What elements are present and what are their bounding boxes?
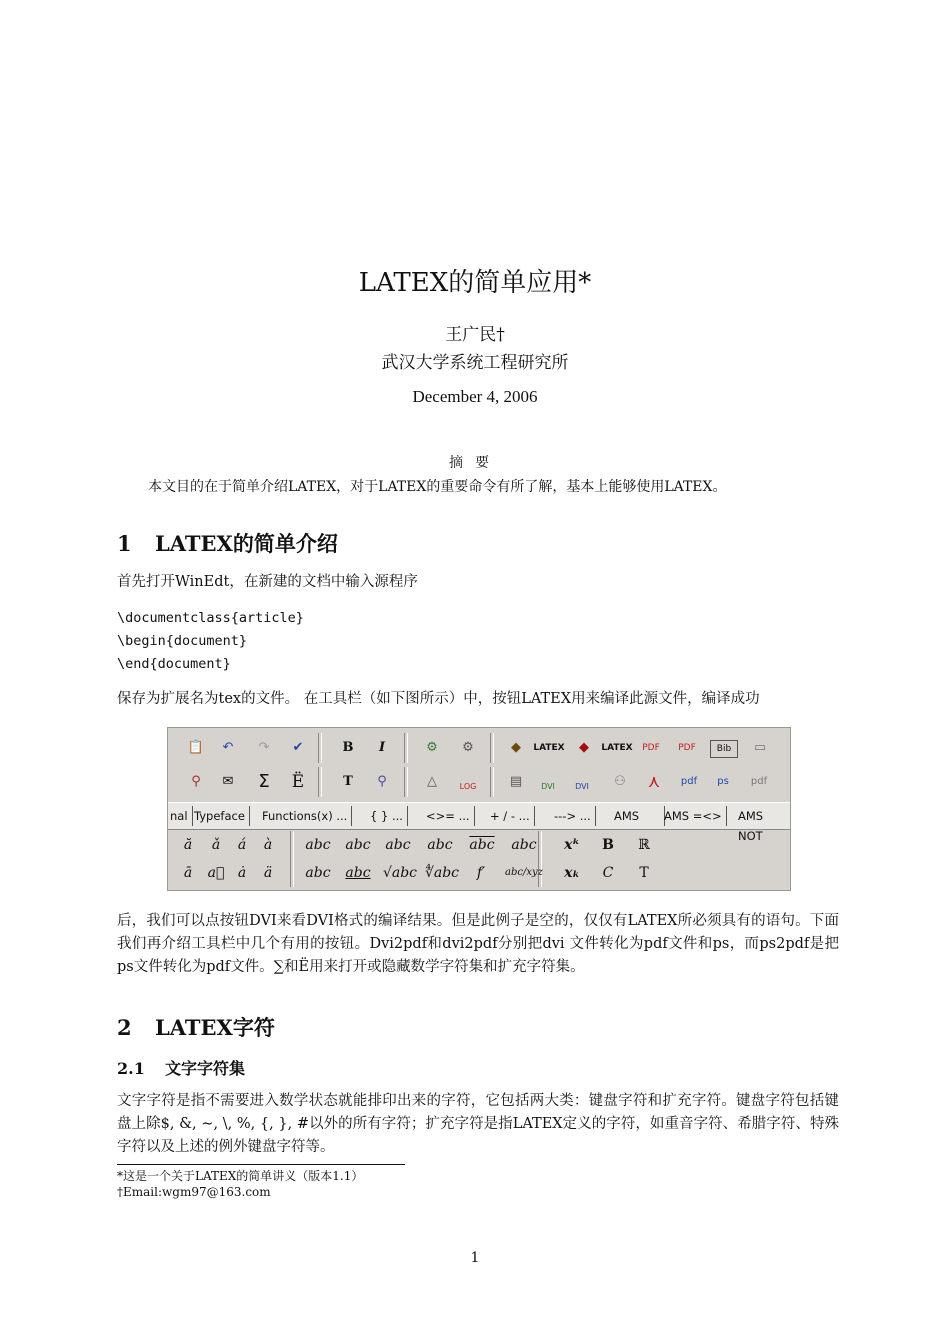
abstract-text: 本文目的在于简单介绍LATEX，对于LATEX的重要命令有所了解，基本上能够使用LATEX。 <box>148 479 727 495</box>
underbrace-button[interactable]: abc <box>305 865 331 881</box>
mathcal-button[interactable]: C <box>602 865 614 881</box>
code-line: \end{document} <box>117 656 231 672</box>
widetilde-button[interactable]: abc <box>305 837 331 853</box>
accent-check-button[interactable]: ǎ <box>211 837 221 853</box>
footnote-1: *这是一个关于LATEX的简单讲义（版本1.1） <box>117 1169 364 1183</box>
mathrm-button[interactable]: T <box>639 865 649 881</box>
italic-button[interactable]: I <box>378 740 386 755</box>
redo-icon[interactable]: ↷ <box>258 740 270 755</box>
tab-functions[interactable]: Functions(x) ... <box>258 806 352 826</box>
accent-bar-button[interactable]: ā <box>183 865 193 881</box>
toolbar-separator <box>490 733 494 763</box>
toolbar-separator <box>404 767 408 797</box>
paragraph-before-figure: 保存为扩展名为tex的文件。 在工具栏（如下图所示）中，按钮LATEX用来编译此源文件，编译成功 <box>117 691 760 707</box>
widehat-button[interactable]: abc <box>345 837 371 853</box>
subsection-2-1-heading <box>117 1056 245 1079</box>
accent-grave-button[interactable]: à <box>263 837 273 853</box>
nth-root-button[interactable]: ∜abc <box>424 865 460 881</box>
paper-title: LATEX的简单应用* <box>358 268 592 298</box>
lion-icon[interactable]: ◆ <box>511 740 521 755</box>
dvi2pdf-button[interactable]: pdf <box>680 776 698 787</box>
accent-breve-button[interactable]: ă <box>183 837 193 853</box>
section-2-heading <box>117 1012 275 1042</box>
bold-button[interactable]: B <box>342 740 354 755</box>
tab-operators[interactable]: + / - ... <box>486 806 535 826</box>
mail-icon[interactable]: ✉ <box>222 774 234 789</box>
section-1-heading <box>117 528 338 558</box>
toolbar-separator <box>318 767 322 797</box>
lion-icon[interactable]: ◆ <box>579 740 589 755</box>
viewer-icon[interactable]: ⚇ <box>614 774 626 789</box>
gear-icon[interactable]: ⚙ <box>462 740 474 755</box>
mathbb-button[interactable]: ℝ <box>638 837 650 853</box>
triangle-icon[interactable]: △ <box>427 774 437 789</box>
winedt-toolbar-figure <box>167 727 791 891</box>
overline-button[interactable]: $\overline{abc}$ <box>469 837 495 853</box>
prime-button[interactable]: f′ <box>476 865 486 881</box>
paragraph-after-figure: 后，我们可以点按钮DVI来看DVI格式的编译结果。但是此例子是空的，仅仅有LATEX所必须具有的语句。下面我们再介绍工具栏中几个有用的按钮。Dvi2pdf和dvi2pdf分别把dvi 文件转化为pdf文件和ps，而ps2pdf是把ps文件转化为pdf文件。∑和Ë用来打开或隐藏数学字符集和扩充字符集。 <box>117 913 839 975</box>
makeindex-icon[interactable]: ▭ <box>753 740 767 755</box>
fraction-button[interactable]: abc/xyz <box>505 867 543 878</box>
tab-braces[interactable]: { } ... <box>366 806 408 826</box>
tab-ams-not[interactable]: AMS NOT <box>738 809 764 843</box>
tab-internal[interactable]: nal <box>167 806 193 826</box>
symbol-tabs <box>168 802 790 843</box>
overleftarrow-button[interactable]: abc <box>385 837 411 853</box>
toolbar-separator <box>290 831 294 887</box>
section-number: 2 <box>117 1015 132 1040</box>
accent-ddot-button[interactable]: ä <box>263 865 273 881</box>
mathbf-button[interactable]: B <box>602 837 614 853</box>
dvi-search-button[interactable]: DVI <box>575 782 589 791</box>
bibtex-button[interactable]: Bib <box>710 740 738 758</box>
paper-date: December 4, 2006 <box>412 387 538 406</box>
tab-ams-relations[interactable]: AMS =<> <box>660 806 727 826</box>
subscript-button[interactable]: xₖ <box>564 865 580 881</box>
extended-chars-button[interactable]: Ë <box>291 772 305 792</box>
superscript-button[interactable]: xᵏ <box>564 837 580 853</box>
accent-dot-button[interactable]: ȧ <box>237 865 247 881</box>
accent-vec-button[interactable]: a⃗ <box>207 865 225 881</box>
author-name: 王广民† <box>445 325 505 345</box>
section-title: LATEX的简单介绍 <box>155 531 338 556</box>
paragraph-intro: 首先打开WinEdt，在新建的文档中输入源程序 <box>117 574 418 590</box>
paragraph-text-chars: 文字字符是指不需要进入数学状态就能排印出来的字符，它包括两大类：键盘字符和扩充字符。键盘字符包括键盘上除$, &, ∼, \, %, {, }, #以外的所有字符；扩充字符是指LATEX定义的字符，如重音字符、希腊字符、特殊字符以及上述的例外键盘字符等。 <box>117 1093 839 1155</box>
filter-icon[interactable]: ⚲ <box>191 774 201 789</box>
code-line: \documentclass{article} <box>117 610 304 626</box>
tab-relations[interactable]: <>= ... <box>422 806 475 826</box>
affiliation: 武汉大学系统工程研究所 <box>381 353 569 373</box>
pdftex-button[interactable]: PDF <box>678 743 696 753</box>
underline-button[interactable]: abc <box>345 865 371 881</box>
section-title: LATEX字符 <box>155 1015 275 1040</box>
latex-button[interactable]: LATEX <box>533 743 565 753</box>
spellcheck-icon[interactable]: ✔ <box>292 740 304 755</box>
tab-arrows[interactable]: ---> ... <box>550 806 596 826</box>
dvi-button[interactable]: DVI <box>541 782 555 791</box>
ps2pdf-button[interactable]: pdf <box>750 776 768 787</box>
tab-ams[interactable]: AMS <box>610 806 665 826</box>
code-line: \begin{document} <box>117 633 248 649</box>
undo-icon[interactable]: ↶ <box>222 740 234 755</box>
search-icon[interactable]: ⚲ <box>377 774 387 789</box>
pdflatex-button[interactable]: PDF <box>642 743 660 753</box>
accent-acute-button[interactable]: á <box>237 837 247 853</box>
dvi2ps-button[interactable]: ps <box>717 776 729 787</box>
document-icon[interactable]: ▤ <box>509 774 523 789</box>
section-number: 1 <box>117 531 132 556</box>
page-number: 1 <box>470 1250 480 1266</box>
toolbar-separator <box>490 767 494 797</box>
subsection-title: 文字字符集 <box>165 1059 246 1078</box>
typewriter-button[interactable]: T <box>343 774 353 789</box>
gear-icon[interactable]: ⚙ <box>426 740 438 755</box>
sqrt-button[interactable]: √abc <box>382 865 418 881</box>
log-button[interactable]: LOG <box>459 782 477 791</box>
subsection-number: 2.1 <box>117 1059 145 1078</box>
tab-typeface[interactable]: Typeface <box>190 806 250 826</box>
footnote-rule <box>117 1164 405 1165</box>
overbrace-button[interactable]: abc <box>511 837 537 853</box>
overrightarrow-button[interactable]: abc <box>427 837 453 853</box>
clipboard-icon[interactable]: 📋 <box>187 740 205 755</box>
abstract-heading: 摘要 <box>449 455 501 471</box>
latex-ccf-button[interactable]: LATEX <box>601 743 633 753</box>
sigma-button[interactable]: Σ <box>258 771 270 792</box>
toolbar-separator <box>318 733 322 763</box>
acrobat-icon[interactable]: ⋏ <box>647 772 661 792</box>
footnote-2: †Email:wgm97@163.com <box>117 1185 271 1199</box>
toolbar-separator <box>404 733 408 763</box>
